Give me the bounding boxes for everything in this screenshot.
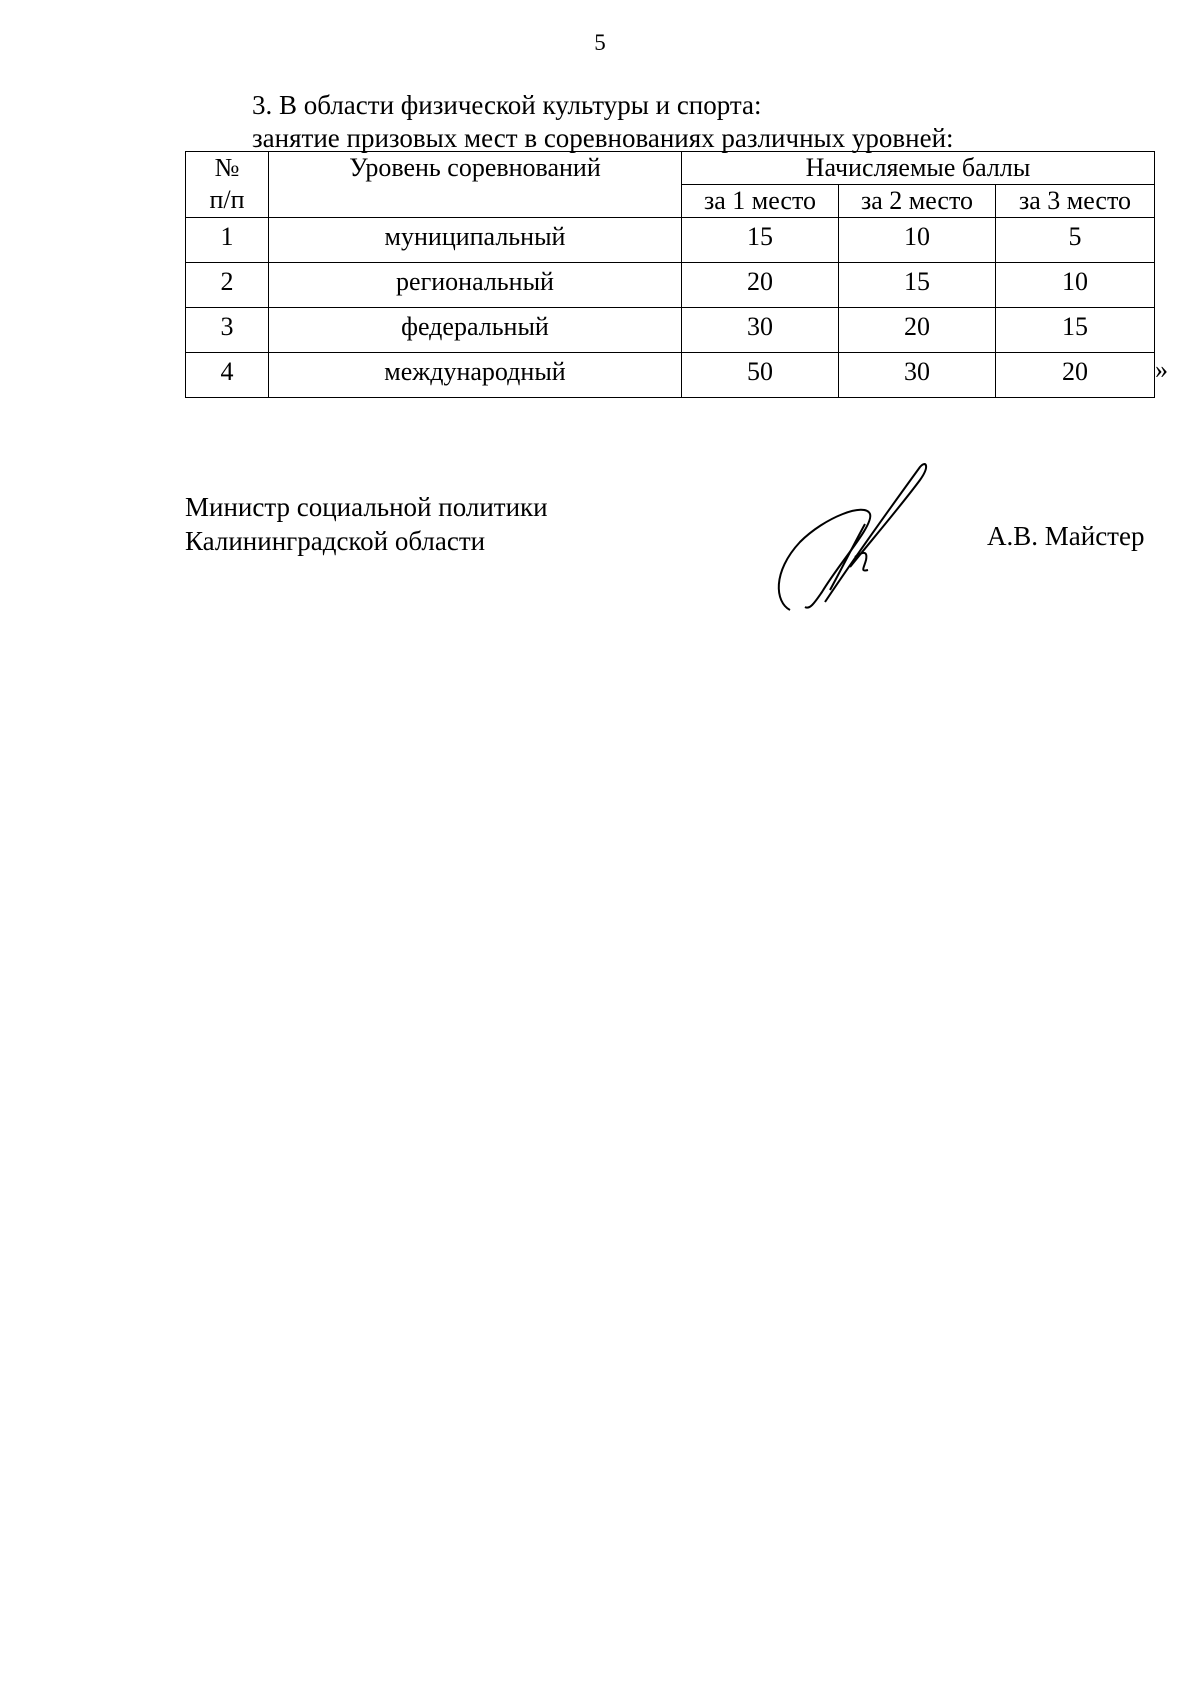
row-place-1: 50 bbox=[682, 353, 839, 398]
section-subheading: занятие призовых мест в соревнованиях различных уровней: bbox=[252, 123, 954, 153]
signatory-title-line-2: Калининградской области bbox=[185, 526, 486, 556]
signatory-title bbox=[185, 490, 548, 558]
row-place-2: 20 bbox=[839, 308, 996, 353]
row-num: 1 bbox=[186, 218, 269, 263]
row-num: 2 bbox=[186, 263, 269, 308]
scores-table bbox=[185, 151, 1155, 398]
header-place-2: за 2 место bbox=[839, 185, 996, 218]
row-place-3: 20 bbox=[996, 353, 1155, 398]
header-num bbox=[186, 152, 269, 218]
table-row bbox=[186, 263, 1155, 308]
row-level: муниципальный bbox=[269, 218, 682, 263]
row-level: международный bbox=[269, 353, 682, 398]
header-place-3: за 3 место bbox=[996, 185, 1155, 218]
row-place-2: 15 bbox=[839, 263, 996, 308]
page-number: 5 bbox=[594, 30, 606, 55]
row-place-1: 20 bbox=[682, 263, 839, 308]
row-place-2: 10 bbox=[839, 218, 996, 263]
section-heading: 3. В области физической культуры и спорта: bbox=[252, 90, 762, 120]
row-place-3: 10 bbox=[996, 263, 1155, 308]
row-place-3: 15 bbox=[996, 308, 1155, 353]
closing-quote: » bbox=[1155, 355, 1168, 384]
signatory-name: А.В. Майстер bbox=[987, 521, 1145, 551]
table-row bbox=[186, 218, 1155, 263]
row-num: 3 bbox=[186, 308, 269, 353]
header-place-1: за 1 место bbox=[682, 185, 839, 218]
table-row bbox=[186, 308, 1155, 353]
row-level: федеральный bbox=[269, 308, 682, 353]
signatory-title-line-1: Министр социальной политики bbox=[185, 492, 548, 522]
row-place-3: 5 bbox=[996, 218, 1155, 263]
table-row bbox=[186, 353, 1155, 398]
row-place-2: 30 bbox=[839, 353, 996, 398]
table-header-row bbox=[186, 152, 1155, 185]
row-level: региональный bbox=[269, 263, 682, 308]
handwritten-signature-icon bbox=[770, 462, 940, 612]
header-points: Начисляемые баллы bbox=[682, 152, 1155, 185]
row-place-1: 30 bbox=[682, 308, 839, 353]
header-level: Уровень соревнований bbox=[269, 152, 682, 218]
row-place-1: 15 bbox=[682, 218, 839, 263]
header-num-label: № п/п bbox=[209, 153, 245, 214]
row-num: 4 bbox=[186, 353, 269, 398]
